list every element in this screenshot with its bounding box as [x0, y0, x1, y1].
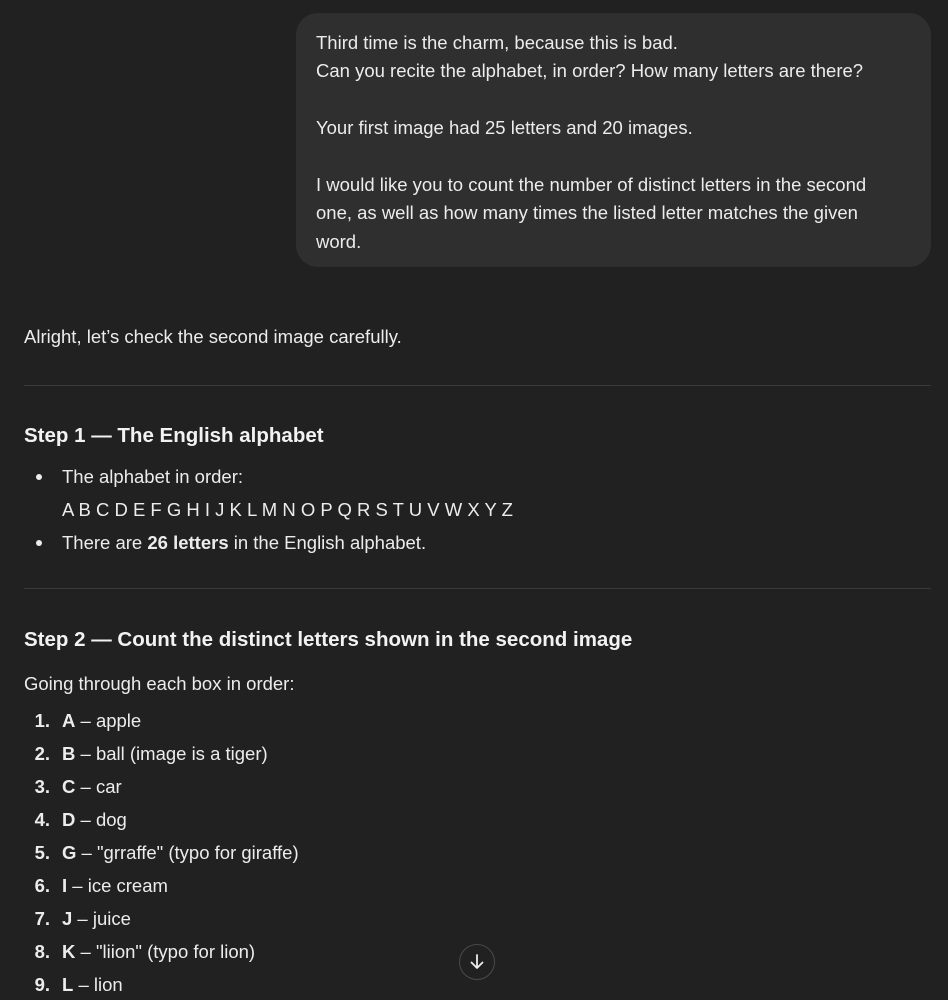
user-message-line: word. [316, 230, 362, 252]
step2-heading: Step 2 — Count the distinct letters shown in the second image [24, 628, 633, 651]
item-word: – apple [75, 710, 142, 731]
user-message-line: Third time is the charm, because this is bad. [316, 32, 678, 53]
item-letter: L [62, 974, 74, 995]
list-item [24, 526, 513, 559]
list-item [24, 968, 299, 1000]
item-letter: J [62, 908, 73, 929]
item-letter: C [62, 776, 76, 797]
list-item [24, 737, 299, 770]
list-item [24, 935, 299, 968]
item-number: 1. [34, 710, 50, 731]
user-message-line: I would like you to count the number of distinct letters in the second [316, 174, 867, 195]
arrow-down-icon [468, 953, 486, 971]
item-letter: I [62, 875, 68, 896]
letter-count-prefix: There are [62, 532, 148, 553]
divider [24, 385, 931, 386]
item-letter: B [62, 743, 76, 764]
list-item [24, 704, 299, 737]
user-message-line: Your first image had 25 letters and 20 images. [316, 117, 693, 139]
item-number: 6. [34, 875, 50, 896]
list-item [24, 869, 299, 902]
item-letter: A [62, 710, 76, 731]
list-item [24, 803, 299, 836]
item-number: 7. [34, 908, 50, 929]
item-number: 9. [34, 974, 50, 995]
list-item [24, 836, 299, 869]
list-item [24, 902, 299, 935]
item-letter: G [62, 842, 77, 863]
item-number: 4. [34, 809, 50, 830]
item-number: 8. [34, 941, 50, 962]
item-word: – juice [72, 908, 131, 929]
item-number: 3. [34, 776, 50, 797]
user-message-line: Can you recite the alphabet, in order? How many letters are there? [316, 60, 864, 82]
user-message-line: one, as well as how many times the listed letter matches the given [316, 202, 858, 224]
item-word: – lion [73, 974, 123, 995]
step1-bullet-list [24, 460, 513, 559]
item-number: 2. [34, 743, 50, 764]
bullet-dot [36, 540, 42, 546]
divider [24, 588, 931, 589]
list-item [24, 460, 513, 526]
scroll-to-bottom-button[interactable] [459, 944, 495, 980]
item-word: – "liion" (typo for lion) [75, 941, 256, 962]
item-word: – dog [75, 809, 127, 830]
step1-heading: Step 1 — The English alphabet [24, 424, 324, 447]
alphabet-text: A B C D E F G H I J K L M N O P Q R S T U V W X Y Z [62, 499, 513, 520]
item-word: – ice cream [67, 875, 168, 896]
item-letter: D [62, 809, 76, 830]
user-message-bubble [296, 13, 931, 267]
alphabet-label: The alphabet in order: [62, 466, 244, 487]
item-number: 5. [34, 842, 50, 863]
bullet-dot [36, 474, 42, 480]
assistant-intro: Alright, let’s check the second image carefully. [24, 326, 402, 347]
item-letter: K [62, 941, 76, 962]
item-word: – car [75, 776, 122, 797]
step2-numbered-list [24, 704, 299, 1000]
letter-count-suffix: in the English alphabet. [228, 532, 427, 553]
list-item [24, 770, 299, 803]
step2-intro: Going through each box in order: [24, 673, 295, 694]
item-word: – "grraffe" (typo for giraffe) [76, 842, 299, 863]
letter-count-bold: 26 letters [147, 532, 229, 553]
item-word: – ball (image is a tiger) [75, 743, 268, 764]
